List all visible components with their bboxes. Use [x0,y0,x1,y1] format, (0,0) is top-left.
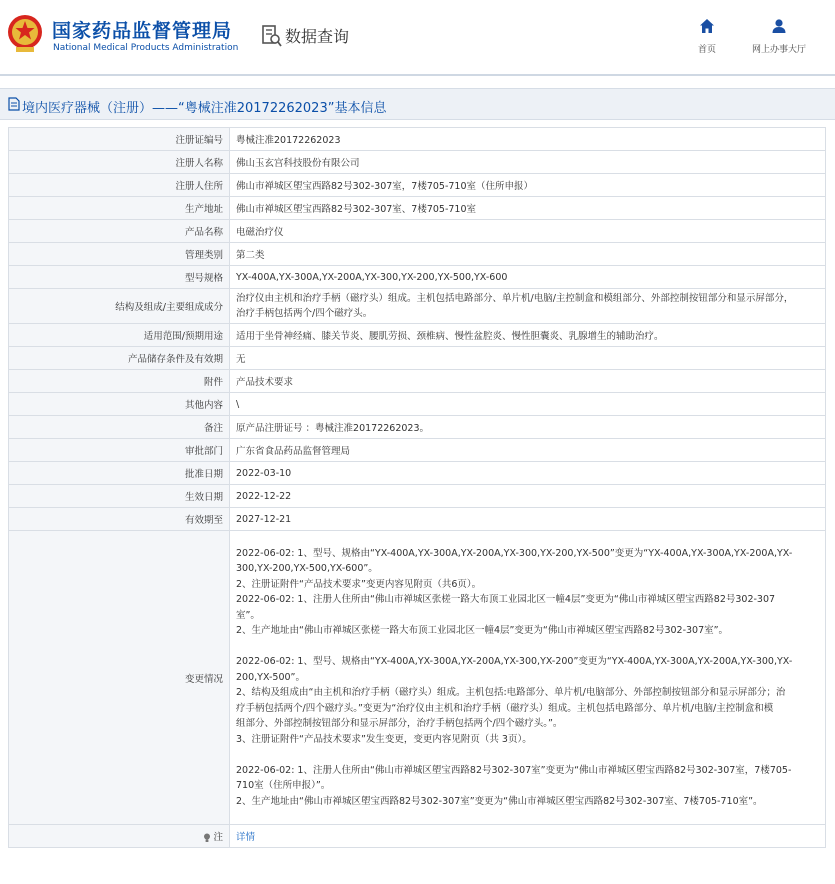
note-value [230,825,826,848]
note-label [9,825,230,848]
field-value: 原产品注册证号 ：粤械注准20172262023。 [230,416,826,439]
change-line: 疗手柄包括两个/四个磁疗头。”变更为“治疗仪由主机和治疗手柄（磁疗头）组成。主机包括电路部分、单片机/电脑/主控制盒和模 [236,702,774,714]
field-label: 适用范围/预期用途 [9,324,230,347]
change-line: 室”。 [236,609,260,621]
info-row [9,289,826,324]
paragraph-gap [236,639,819,655]
field-value: 无 [230,347,826,370]
field-label: 批准日期 [9,462,230,485]
field-label: 管理类别 [9,243,230,266]
field-value: 粤械注准20172262023 [230,128,826,151]
info-row [9,197,826,220]
device-info-table [8,127,826,848]
change-line: 2022-06-02: 1、注册人住所由“佛山市禅城区张槎一路大布顶工业园北区一幢4层”变更为“佛山市禅城区塱宝西路82号302-307 [236,594,776,606]
page-title: 境内医疗器械（注册）——“粤械注准20172262023”基本信息 [22,101,387,116]
field-label: 备注 [9,416,230,439]
nav-online-office-link[interactable] [744,18,814,62]
field-label: 附件 [9,370,230,393]
nav-online-office-label: 网上办事大厅 [751,45,806,55]
field-label: 产品储存条件及有效期 [9,347,230,370]
field-value: 产品技术要求 [230,370,826,393]
change-line: 2、生产地址由“佛山市禅城区张槎一路大布顶工业园北区一幢4层”变更为“佛山市禅城区塱宝西路82号302-307室”。 [236,625,729,637]
national-emblem-icon [6,12,44,54]
field-value-line: 治疗手柄包括两个/四个磁疗头。 [236,308,373,319]
paragraph-gap [236,747,819,763]
agency-name-cn[interactable]: 国家药品监督管理局 [52,20,233,42]
field-label: 生效日期 [9,485,230,508]
note-row [9,825,826,848]
field-label: 注册人名称 [9,151,230,174]
change-line: 组部分、外部控制按钮部分和显示屏部分，治疗手柄包括两个/四个磁疗头。”。 [236,718,563,730]
field-label: 审批部门 [9,439,230,462]
change-line: 2、生产地址由“佛山市禅城区塱宝西路82号302-307室”变更为“佛山市禅城区塱宝西路82号302-307室、7楼705-710室”。 [236,795,763,807]
change-line: 2022-06-02: 1、型号、规格由“YX-400A,YX-300A,YX-200A,YX-300,YX-200,YX-500”变更为“YX-400A,YX-300A,YX-200A,YX- [236,547,793,559]
nav-home-link[interactable] [685,18,729,62]
info-row [9,508,826,531]
field-label: 型号规格 [9,266,230,289]
change-line: 2022-06-02: 1、型号、规格由“YX-400A,YX-300A,YX-200A,YX-300,YX-200”变更为“YX-400A,YX-300A,YX-200A,YX-300,YX- [236,656,793,668]
user-icon [771,18,787,34]
home-icon [699,18,715,34]
info-row [9,347,826,370]
data-query-icon [262,25,282,47]
nav-home-label: 首页 [697,45,716,55]
info-row [9,243,826,266]
agency-name-en: National Medical Products Administration [53,43,239,53]
field-label: 注册证编号 [9,128,230,151]
change-line: 300,YX-200,YX-500,YX-600”。 [236,563,378,575]
field-value [230,289,826,324]
field-label: 注册人住所 [9,174,230,197]
site-header [0,0,835,76]
field-value-line: 治疗仪由主机和治疗手柄（磁疗头）组成。主机包括电路部分、单片机/电脑/主控制盒和模组部分、外部控制按钮部分和显示屏部分， [236,292,794,304]
info-row [9,416,826,439]
field-value: 佛山玉玄宫科技股份有限公司 [230,151,826,174]
details-link[interactable]: 详情 [236,832,256,843]
field-label: 产品名称 [9,220,230,243]
info-row [9,128,826,151]
field-label: 其他内容 [9,393,230,416]
document-icon [8,97,20,111]
info-row [9,439,826,462]
info-row [9,324,826,347]
page-titlebar [0,88,835,120]
field-value: \ [230,393,826,416]
change-line: 2、结构及组成由“由主机和治疗手柄（磁疗头）组成。主机包括:电路部分、单片机/电脑部分、外部控制按钮部分和显示屏部分；治 [236,687,786,699]
change-line: 2、注册证附件“产品技术要求”变更内容见附页（共6页）。 [236,578,482,590]
change-line: 3、注册证附件“产品技术要求”发生变更，变更内容见附页（共 3页）。 [236,733,532,745]
change-line: 2022-06-02: 1、注册人住所由“佛山市禅城区塱宝西路82号302-307室”变更为“佛山市禅城区塱宝西路82号302-307室，7楼705- [236,764,792,776]
info-row [9,151,826,174]
info-row [9,393,826,416]
field-value: 2027-12-21 [230,508,826,531]
note-label-text: 注 [213,832,223,843]
field-label: 生产地址 [9,197,230,220]
data-query-label: 数据查询 [285,27,350,46]
field-value: 广东省食品药品监督管理局 [230,439,826,462]
field-value: 2022-12-22 [230,485,826,508]
change-history-row [9,531,826,825]
info-row [9,485,826,508]
field-value: 佛山市禅城区塱宝西路82号302-307室、7楼705-710室 [230,197,826,220]
field-label: 有效期至 [9,508,230,531]
field-value: 第二类 [230,243,826,266]
change-line: 710室（住所申报）”。 [236,780,331,792]
field-value: YX-400A,YX-300A,YX-200A,YX-300,YX-200,YX-500,YX-600 [230,266,826,289]
info-row [9,220,826,243]
field-label: 结构及组成/主要组成成分 [9,289,230,324]
field-value: 佛山市禅城区塱宝西路82号302-307室，7楼705-710室（住所申报） [230,174,826,197]
field-value: 电磁治疗仪 [230,220,826,243]
info-row [9,174,826,197]
change-history-value [230,531,826,825]
info-row [9,462,826,485]
field-value: 适用于坐骨神经痛、膝关节炎、腰肌劳损、颈椎病、慢性盆腔炎、慢性胆囊炎、乳腺增生的辅助治疗。 [230,324,826,347]
bulb-icon [203,833,211,843]
field-value: 2022-03-10 [230,462,826,485]
change-line: 200,YX-500”。 [236,671,305,683]
info-row [9,370,826,393]
info-row [9,266,826,289]
field-label: 变更情况 [9,531,230,825]
